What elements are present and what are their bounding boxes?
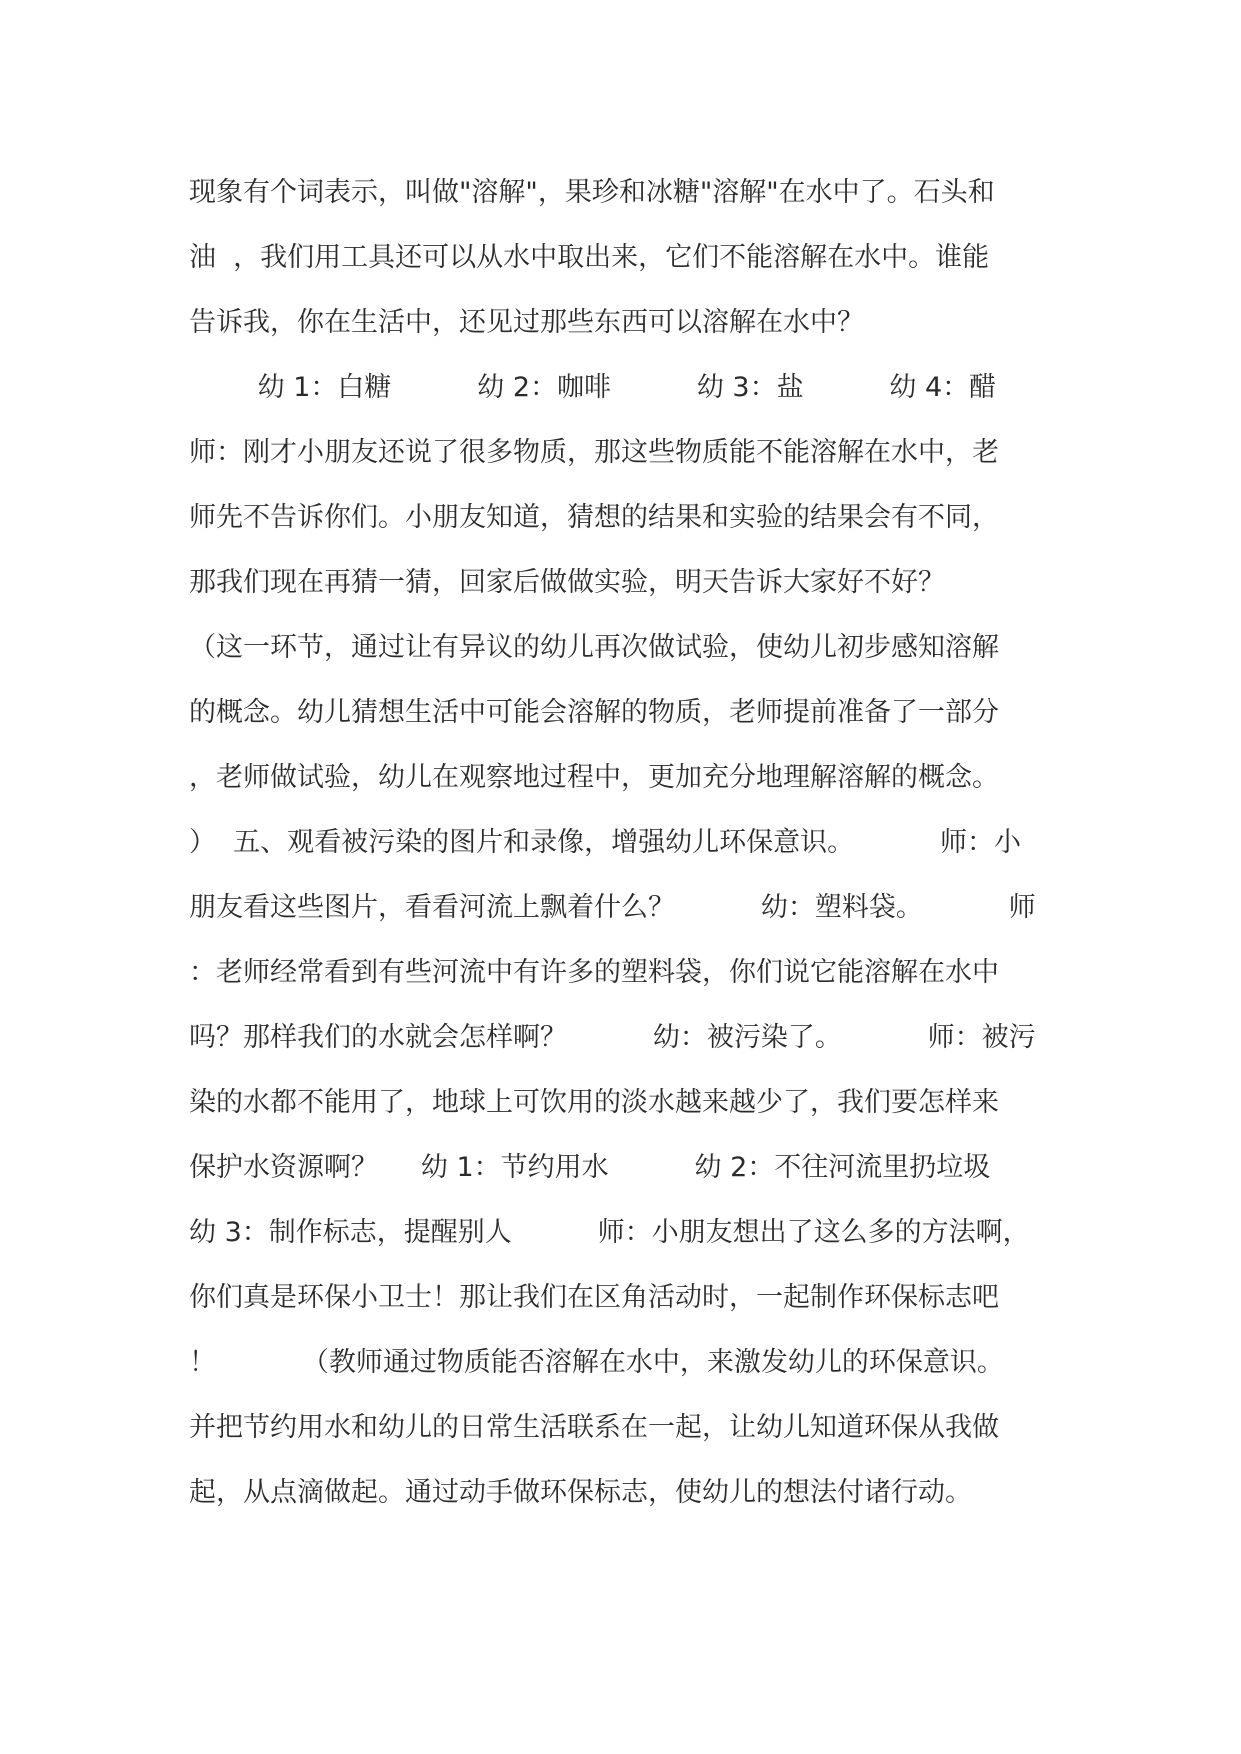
- text-line: 那我们现在再猜一猜，回家后做做实验，明天告诉大家好不好？: [189, 567, 945, 598]
- text-line: （这一环节，通过让有异议的幼儿再次做试验，使幼儿初步感知溶解: [189, 632, 999, 663]
- text-line: 师：刚才小朋友还说了很多物质，那这些物质能不能溶解在水中，老: [189, 437, 999, 468]
- text-line: 朋友看这些图片，看看河流上飘着什么？ 幼：塑料袋。 师: [189, 892, 1036, 923]
- body-text: [189, 160, 1069, 1525]
- text-line: ：老师经常看到有些河流中有许多的塑料袋，你们说它能溶解在水中: [189, 957, 999, 988]
- text-line: 保护水资源啊？ 幼 1：节约用水 幼 2：不往河流里扔垃圾: [189, 1152, 991, 1183]
- text-line: 幼 1：白糖 幼 2：咖啡 幼 3：盐 幼 4：醋: [189, 372, 997, 403]
- text-line: 幼 3：制作标志，提醒别人 师：小朋友想出了这么多的方法啊，: [189, 1217, 1030, 1248]
- text-line: ！ （教师通过物质能否溶解在水中，来激发幼儿的环保意识。: [189, 1347, 1004, 1378]
- text-line: 现象有个词表示，叫做"溶解"，果珍和冰糖"溶解"在水中了。石头和: [189, 177, 995, 208]
- text-line: 你们真是环保小卫士！那让我们在区角活动时，一起制作环保标志吧: [189, 1282, 999, 1313]
- text-line: ，老师做试验，幼儿在观察地过程中，更加充分地理解溶解的概念。: [189, 762, 999, 793]
- text-line: 师先不告诉你们。小朋友知道，猜想的结果和实验的结果会有不同，: [189, 502, 999, 533]
- text-line: 告诉我，你在生活中，还见过那些东西可以溶解在水中？: [189, 307, 864, 338]
- text-line: 油 ，我们用工具还可以从水中取出来，它们不能溶解在水中。谁能: [189, 242, 990, 273]
- text-line: 的概念。幼儿猜想生活中可能会溶解的物质，老师提前准备了一部分: [189, 697, 999, 728]
- text-line: 并把节约用水和幼儿的日常生活联系在一起，让幼儿知道环保从我做: [189, 1412, 999, 1443]
- text-line: ） 五、观看被污染的图片和录像，增强幼儿环保意识。 师：小: [189, 827, 1021, 858]
- text-line: 吗？那样我们的水就会怎样啊？ 幼：被污染了。 师：被污: [189, 1022, 1036, 1053]
- text-line: 起，从点滴做起。通过动手做环保标志，使幼儿的想法付诸行动。: [189, 1477, 972, 1508]
- text-line: 染的水都不能用了，地球上可饮用的淡水越来越少了，我们要怎样来: [189, 1087, 999, 1118]
